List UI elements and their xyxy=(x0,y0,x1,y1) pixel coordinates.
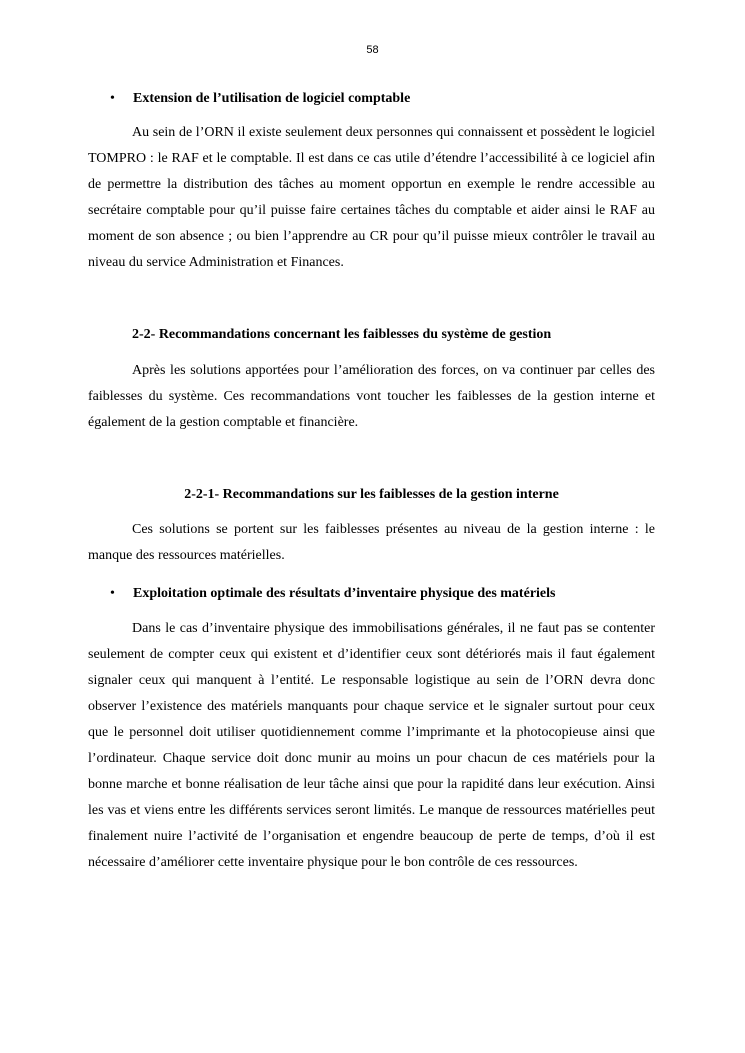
page-number: 58 xyxy=(366,44,379,56)
paragraph-2-2-1: Ces solutions se portent sur les faiblesses présentes au niveau de la gestion interne : le manque des ressources matérielles. xyxy=(88,522,655,563)
section-heading-2-2-1: 2-2-1- Recommandations sur les faiblesses de la gestion interne xyxy=(184,487,559,502)
bullet-icon: • xyxy=(110,91,115,106)
bullet-heading-inventaire xyxy=(88,584,655,604)
paragraph-inventaire: Dans le cas d’inventaire physique des immobilisations générales, il ne faut pas se contenter seulement de compter ceux qui existent et d’identifier ceux sont détériorés mais il faut également signaler ceux qui manquent à l’entité. Le responsable logistique au sein de l’ORN devra donc observer l’existence des matériels manquants pour chaque service et le signaler surtout pour ceux que le personnel doit utiliser quotidiennement comme l’imprimante et la photocopieuse ainsi que l’ordinateur. Chaque service doit donc munir au moins un pour chacun de ces matériels pour la bonne marche et bonne réalisation de leur tâche ainsi que pour la rapidité dans leur exécution. Ainsi les vas et viens entre les différents services seront limités. Le manque de ressources matérielles peut finalement nuire l’activité de l’organisation et engendre beaucoup de perte de temps, d’où il est nécessaire d’améliorer cette inventaire physique pour le bon contrôle de ces ressources. xyxy=(88,621,655,870)
heading-text: Exploitation optimale des résultats d’inventaire physique des matériels xyxy=(133,586,556,601)
heading-text: Extension de l’utilisation de logiciel comptable xyxy=(133,91,411,106)
section-heading-2-2: 2-2- Recommandations concernant les faiblesses du système de gestion xyxy=(132,327,552,342)
paragraph-logiciel: Au sein de l’ORN il existe seulement deux personnes qui connaissent et possèdent le logiciel TOMPRO : le RAF et le comptable. Il est dans ce cas utile d’étendre l’accessibilité à ce logiciel afin de permettre la distribution des tâches au moment opportun en exemple le rendre accessible au secrétaire comptable pour qu’il puisse faire certaines tâches du comptable et aider ainsi le RAF au moment de son absence ; ou bien l’apprendre au CR pour qu’il puisse mieux contrôler le travail au niveau du service Administration et Finances. xyxy=(88,125,655,270)
bullet-icon: • xyxy=(110,586,115,601)
bullet-heading-logiciel xyxy=(88,89,655,109)
paragraph-2-2: Après les solutions apportées pour l’amélioration des forces, on va continuer par celles des faiblesses du système. Ces recommandations vont toucher les faiblesses de la gestion interne et également de la gestion comptable et financière. xyxy=(88,363,655,430)
